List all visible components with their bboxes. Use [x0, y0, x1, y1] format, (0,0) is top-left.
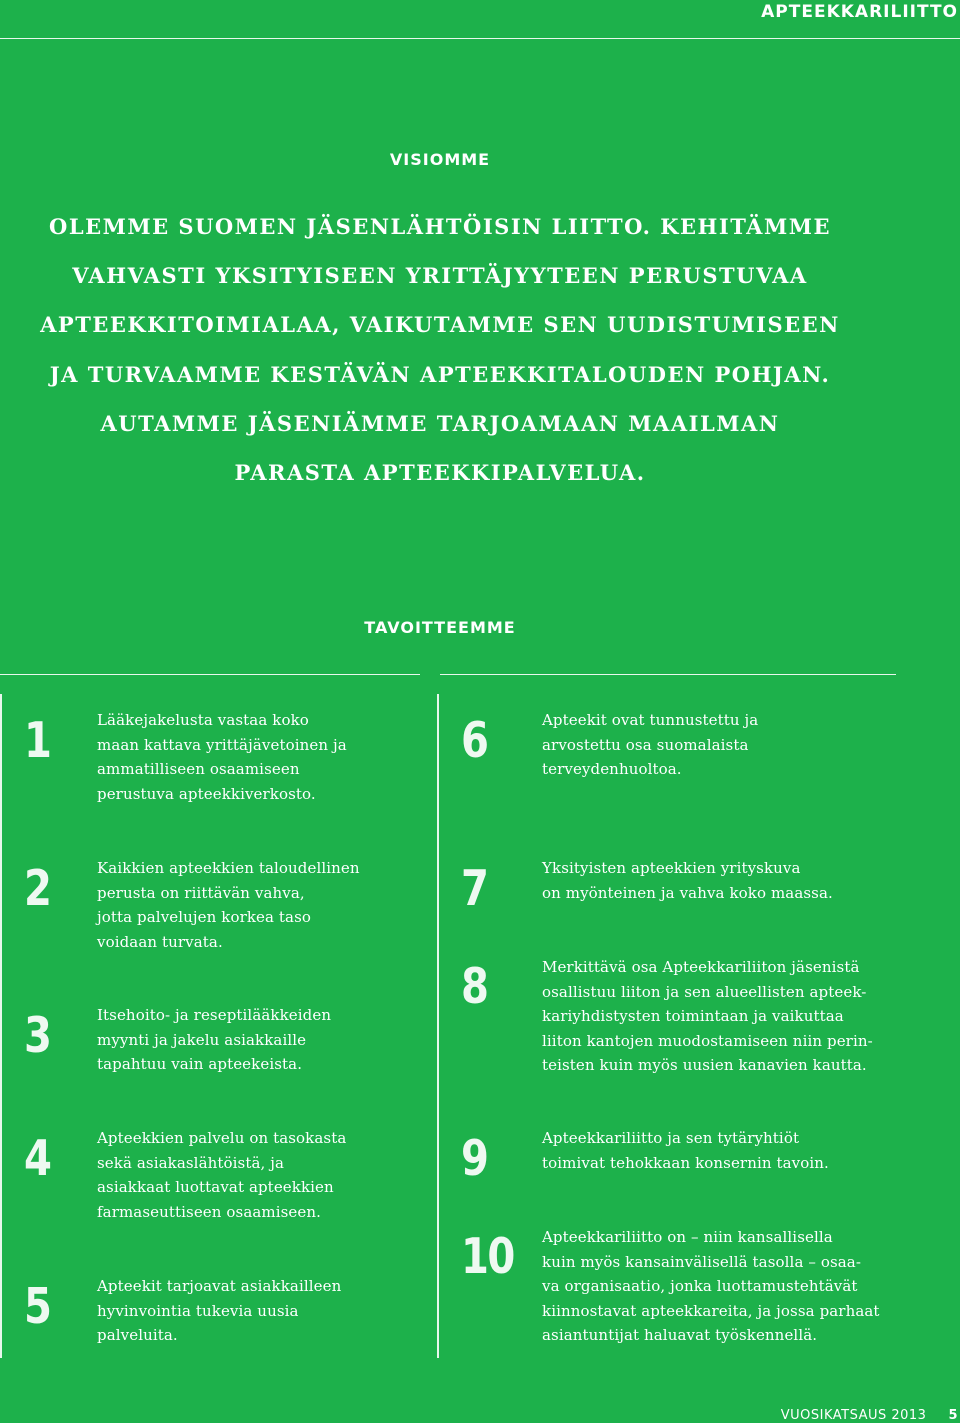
goal-text-3: Itsehoito- ja reseptilääkkeiden myynti ja jakelu asiakkaille tapahtuu vain apteekeista.	[97, 1006, 332, 1074]
goal-text-4: Apteekkien palvelu on tasokasta sekä asiakaslähtöistä, ja asiakkaat luottavat apteekkien farmaseuttiseen osaamiseen.	[97, 1129, 347, 1221]
left-column-rule	[0, 694, 2, 1358]
vision-statement: OLEMME SUOMEN JÄSENLÄHTÖISIN LIITTO. KEHITÄMME VAHVASTI YKSITYISEEN YRITTÄJYYTEEN PERUSTUVAA APTEEKKITOIMIALAA, VAIKUTAMME SEN UUDISTUMISEEN JA TURVAAMME KESTÄVÄN APTEEKKITALOUDEN POHJAN. AUTAMME JÄSENIÄMME TARJOAMAAN MAAILMAN PARASTA APTEEKKIPALVELUA.	[40, 214, 840, 486]
goal-number-6: 6	[461, 712, 488, 769]
goal-text-9: Apteekkariliitto ja sen tytäryhtiöt toimivat tehokkaan konsernin tavoin.	[542, 1129, 829, 1172]
goal-number-4: 4	[24, 1130, 51, 1187]
goal-number-1: 1	[24, 712, 51, 769]
goal-number-2: 2	[24, 860, 51, 917]
goal-text-8: Merkittävä osa Apteekkariliiton jäsenistä osallistuu liiton ja sen alueellisten apteek- kariyhdistysten toimintaan ja vaikuttaa liiton kantojen muodostamiseen niin perin- teisten kuin myös uusien kanavien kautta.	[542, 958, 873, 1075]
goal-number-3: 3	[24, 1007, 51, 1064]
goal-number-10: 10	[461, 1228, 514, 1285]
publication-name: VUOSIKATSAUS 2013	[780, 1408, 927, 1423]
goals-rule-left	[0, 674, 420, 675]
right-column-rule	[437, 694, 439, 1358]
goal-text-7: Yksityisten apteekkien yrityskuva on myönteinen ja vahva koko maassa.	[542, 859, 833, 902]
goal-text-6: Apteekit ovat tunnustettu ja arvostettu osa suomalaista terveydenhuoltoa.	[542, 711, 759, 779]
brand-name: APTEEKKARILIITTO	[761, 2, 958, 22]
goal-number-5: 5	[24, 1278, 51, 1335]
goals-title: TAVOITTEEMME	[364, 618, 516, 637]
goal-number-7: 7	[461, 860, 488, 917]
goal-text-5: Apteekit tarjoavat asiakkailleen hyvinvointia tukevia uusia palveluita.	[97, 1277, 342, 1345]
page-footer	[781, 1408, 958, 1423]
goal-number-8: 8	[461, 958, 488, 1015]
page-number: 5	[948, 1408, 958, 1423]
goal-number-9: 9	[461, 1130, 488, 1187]
vision-title: VISIOMME	[389, 150, 491, 169]
goals-rule-right	[440, 674, 896, 675]
goal-text-1: Lääkejakelusta vastaa koko maan kattava yrittäjävetoinen ja ammatilliseen osaamiseen perustuva apteekkiverkosto.	[97, 711, 347, 803]
goal-text-10: Apteekkariliitto on – niin kansallisella kuin myös kansainvälisellä tasolla – osaa- va organisaatio, jonka luottamustehtävät kiinnostavat apteekkareita, ja jossa parhaat asiantuntijat haluavat työskennellä.	[542, 1228, 880, 1345]
goal-text-2: Kaikkien apteekkien taloudellinen perusta on riittävän vahva, jotta palvelujen korkea taso voidaan turvata.	[97, 859, 360, 951]
top-rule	[0, 38, 960, 39]
